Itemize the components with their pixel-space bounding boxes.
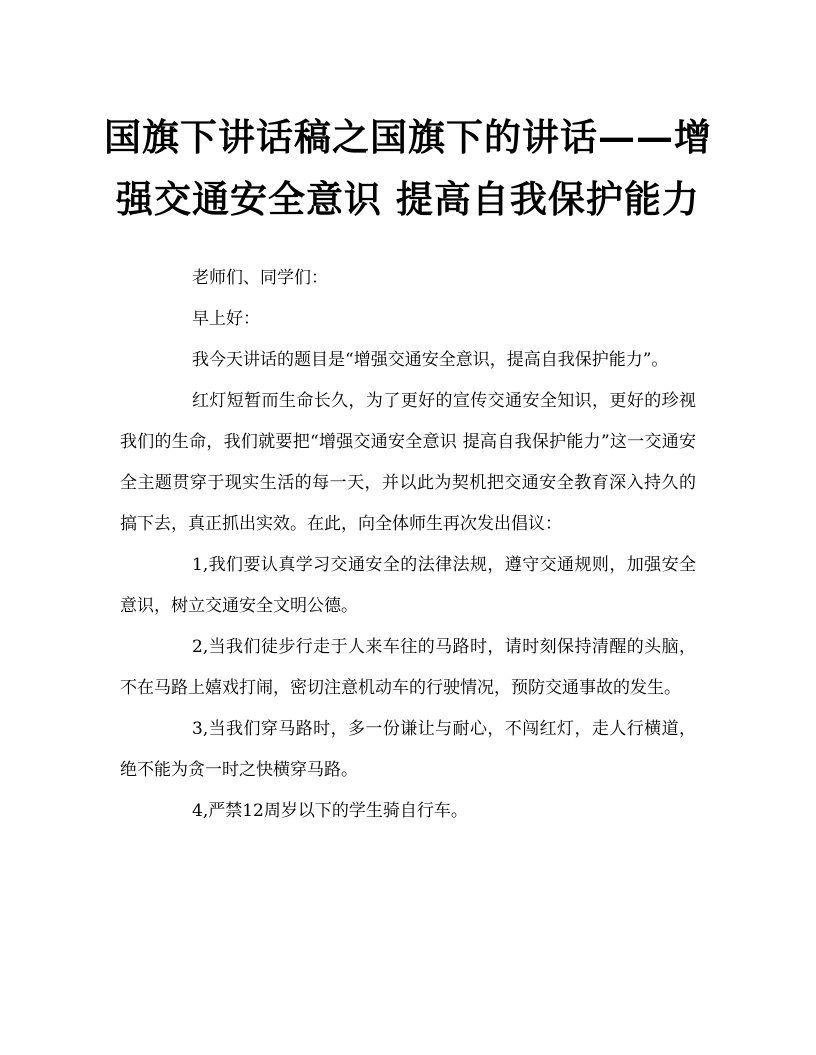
paragraph-intro: 红灯短暂而生命长久，为了更好的宣传交通安全知识，更好的珍视我们的生命，我们就要把“增强交通安全意识 提高自我保护能力”这一交通安全主题贯穿于现实生活的每一天，并以此为契机把交通安全教育深入持久的搞下去，真正抓出实效。在此，向全体师生再次发出倡议： (120, 391, 696, 534)
salutation: 老师们、同学们： (192, 268, 328, 288)
document-body (120, 258, 696, 832)
proposal-item-4: 4,严禁12周岁以下的学生骑自行车。 (192, 801, 468, 821)
title-line-2: 强交通安全意识 提高自我保护能力 (116, 177, 700, 221)
paragraph-topic: 我今天讲话的题目是“增强交通安全意识，提高自我保护能力”。 (192, 350, 669, 370)
document-title (100, 106, 716, 230)
proposal-item-1: 1,我们要认真学习交通安全的法律法规，遵守交通规则，加强安全意识，树立交通安全文明公德。 (120, 555, 696, 616)
proposal-item-3: 3,当我们穿马路时，多一份谦让与耐心，不闯红灯，走人行横道，绝不能为贪一时之快横穿马路。 (120, 719, 696, 780)
title-line-1: 国旗下讲话稿之国旗下的讲话——增 (104, 115, 712, 159)
proposal-item-2: 2,当我们徒步行走于人来车往的马路时，请时刻保持清醒的头脑，不在马路上嬉戏打闹，密切注意机动车的行驶情况，预防交通事故的发生。 (120, 637, 696, 698)
greeting: 早上好： (192, 309, 260, 329)
